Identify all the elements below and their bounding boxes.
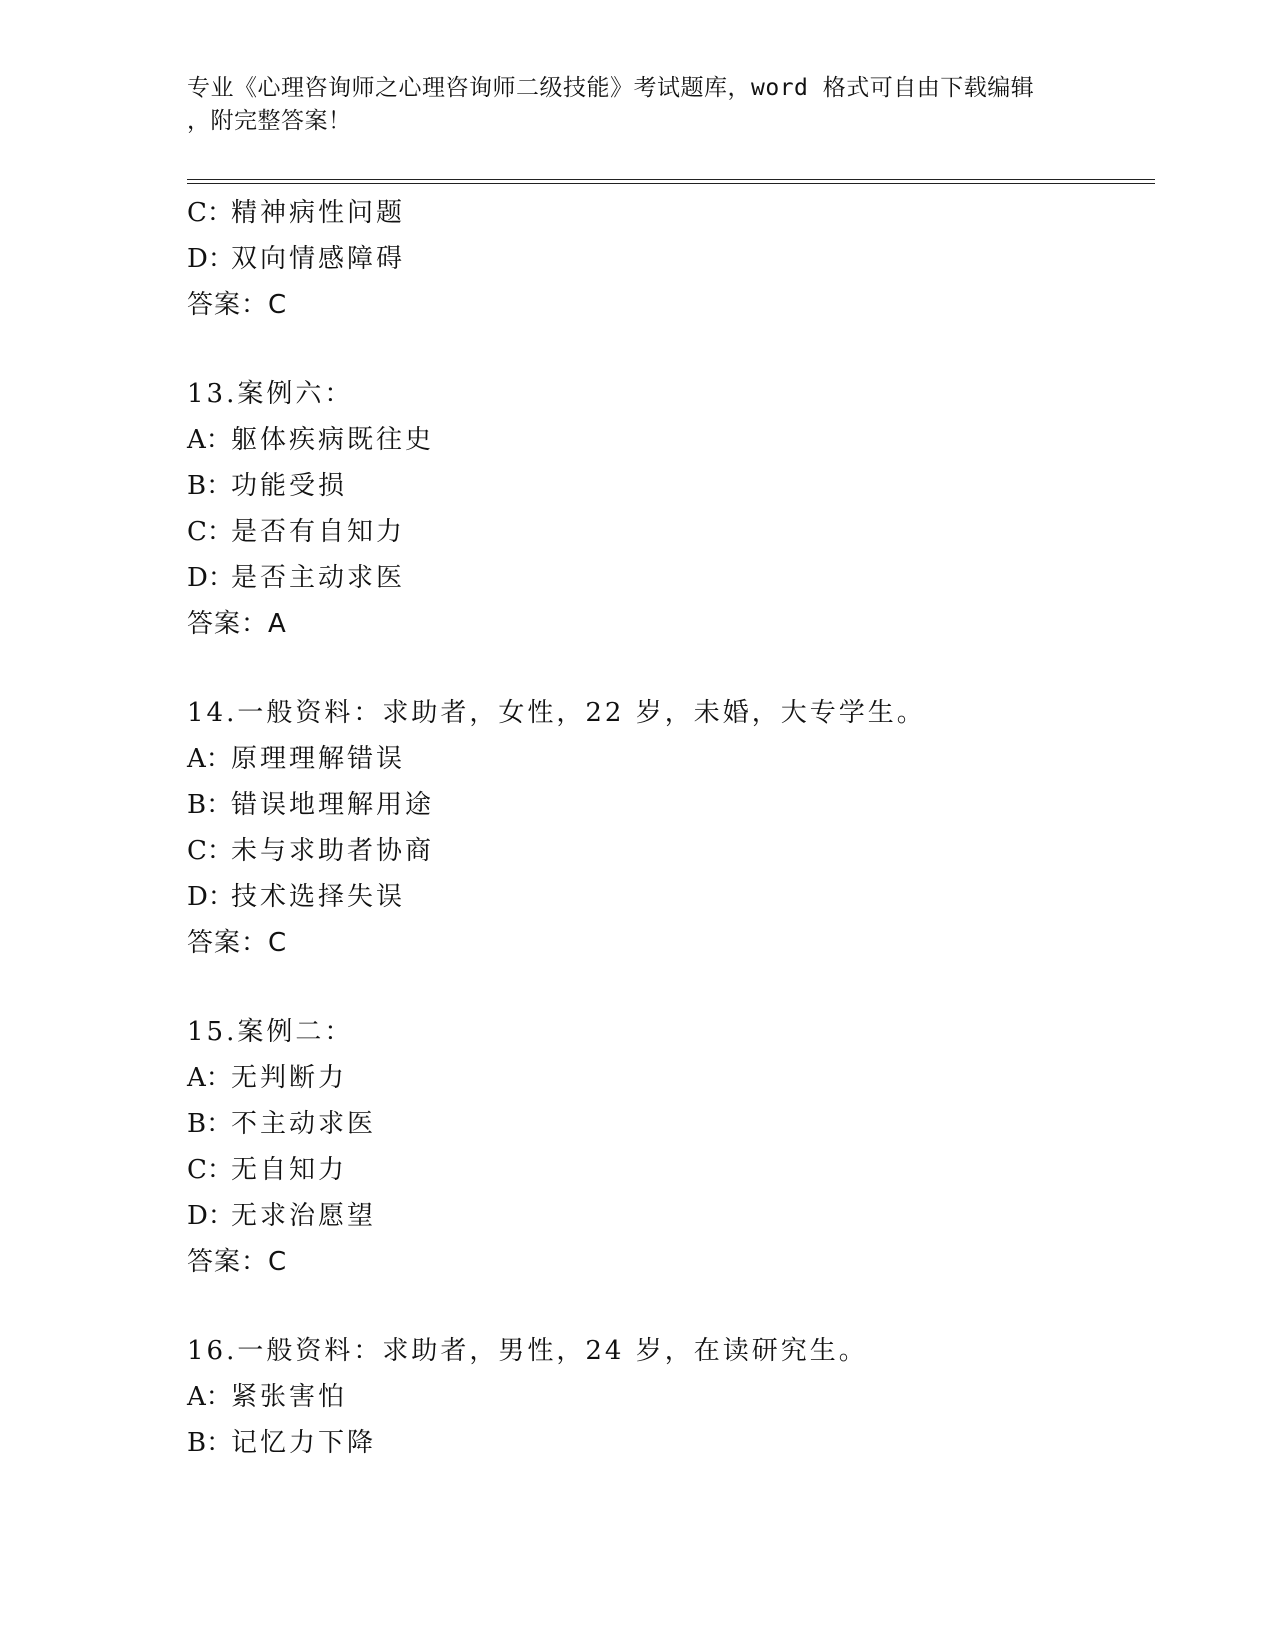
option-label: D：: [187, 563, 234, 593]
answer-line: 答案：A: [187, 609, 287, 639]
question-block-15: [187, 1009, 1147, 1285]
option-b: [187, 782, 1147, 828]
question-stem: 15.案例二：: [187, 1017, 354, 1047]
option-text: 精神病性问题: [231, 198, 406, 228]
option-label: A：: [187, 744, 232, 774]
option-label: C：: [187, 1155, 233, 1185]
option-label: C：: [187, 517, 233, 547]
option-a: [187, 736, 1147, 782]
header-divider-top: [187, 179, 1155, 180]
option-d: [187, 874, 1147, 920]
question-stem: 13.案例六：: [187, 379, 354, 409]
question-stem: 16.一般资料：求助者，男性，24 岁，在读研究生。: [187, 1336, 868, 1366]
answer-line: 答案：C: [187, 1247, 288, 1277]
option-label: C：: [187, 198, 233, 228]
question-block-16: [187, 1328, 1147, 1466]
option-text: 记忆力下降: [231, 1428, 377, 1458]
option-b: [187, 1420, 1147, 1466]
option-a: [187, 1374, 1147, 1420]
header-title-line-1: 专业《心理咨询师之心理咨询师二级技能》考试题库，word 格式可自由下载编辑: [187, 75, 1035, 101]
option-d: [187, 1193, 1147, 1239]
option-c: [187, 190, 1147, 236]
spacer: [187, 328, 1147, 371]
option-text: 是否主动求医: [231, 563, 406, 593]
option-a: [187, 417, 1147, 463]
option-label: A：: [187, 1382, 232, 1412]
option-text: 错误地理解用途: [231, 790, 435, 820]
option-label: D：: [187, 882, 234, 912]
option-label: B：: [187, 790, 233, 820]
question-list: [187, 190, 1147, 1466]
option-text: 紧张害怕: [231, 1382, 348, 1412]
spacer: [187, 966, 1147, 1009]
question-block-14: [187, 690, 1147, 966]
option-d: [187, 555, 1147, 601]
option-text: 躯体疾病既往史: [231, 425, 435, 455]
option-label: A：: [187, 425, 232, 455]
option-b: [187, 463, 1147, 509]
option-label: D：: [187, 244, 234, 274]
option-label: B：: [187, 1428, 233, 1458]
option-text: 双向情感障碍: [231, 244, 406, 274]
header-title-line-2: ，附完整答案！: [187, 108, 352, 134]
question-stem: 14.一般资料：求助者，女性，22 岁，未婚，大专学生。: [187, 698, 926, 728]
spacer: [187, 1285, 1147, 1328]
answer-line: 答案：C: [187, 290, 288, 320]
option-b: [187, 1101, 1147, 1147]
option-text: 技术选择失误: [231, 882, 406, 912]
option-c: [187, 509, 1147, 555]
option-text: 无求治愿望: [231, 1201, 377, 1231]
option-text: 无自知力: [231, 1155, 348, 1185]
option-label: D：: [187, 1201, 234, 1231]
option-a: [187, 1055, 1147, 1101]
option-text: 无判断力: [231, 1063, 348, 1093]
option-label: B：: [187, 471, 233, 501]
option-text: 未与求助者协商: [231, 836, 435, 866]
option-text: 原理理解错误: [231, 744, 406, 774]
answer-line: 答案：C: [187, 928, 288, 958]
option-text: 是否有自知力: [231, 517, 406, 547]
option-label: A：: [187, 1063, 232, 1093]
option-text: 功能受损: [231, 471, 348, 501]
question-block-12: [187, 190, 1147, 328]
header-divider-bottom: [187, 183, 1155, 184]
option-text: 不主动求医: [231, 1109, 377, 1139]
spacer: [187, 647, 1147, 690]
option-label: B：: [187, 1109, 233, 1139]
option-label: C：: [187, 836, 233, 866]
document-header: [187, 72, 1087, 138]
question-block-13: [187, 371, 1147, 647]
option-c: [187, 828, 1147, 874]
option-c: [187, 1147, 1147, 1193]
option-d: [187, 236, 1147, 282]
